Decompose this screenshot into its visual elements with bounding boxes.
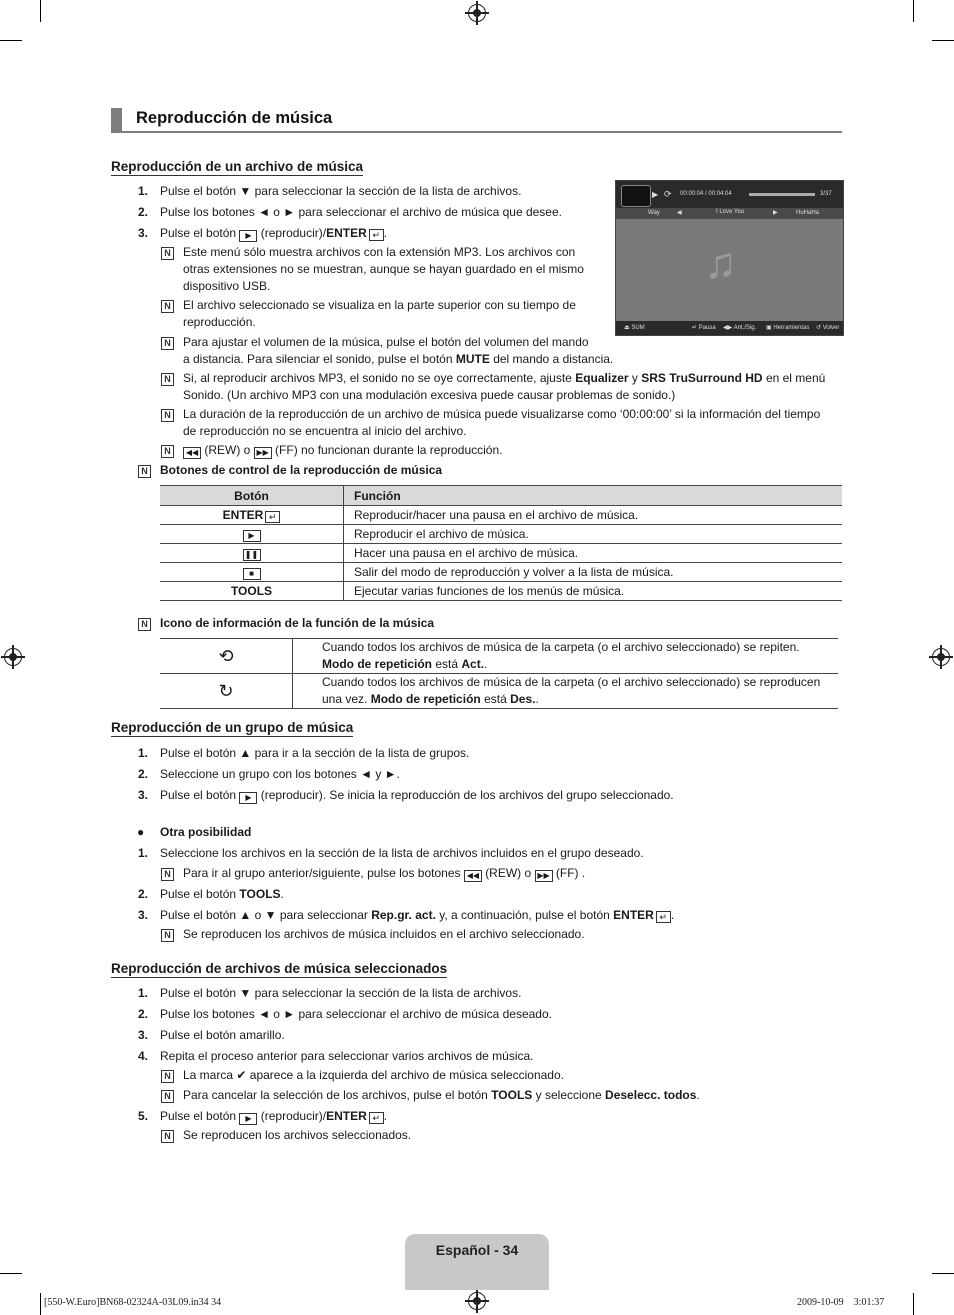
function-cell: Reproducir el archivo de música. — [344, 525, 843, 544]
step-number: 3. — [137, 788, 148, 802]
repeat-all-icon: ⟲ — [160, 639, 293, 674]
function-cell: Reproducir/hacer una pausa en el archivo de música. — [344, 506, 843, 525]
step-number: 1. — [137, 746, 148, 760]
text: La marca — [183, 1068, 234, 1082]
step-text: Pulse el botón amarillo. — [160, 1028, 285, 1042]
pause-button-icon: ❚❚ — [243, 549, 261, 561]
text: aparece a la izquierda del archivo de música seleccionado. — [249, 1068, 564, 1082]
button-cell — [160, 563, 344, 582]
step-number: 3. — [137, 226, 148, 240]
enter-label: ENTER — [613, 908, 654, 922]
album-icon — [621, 185, 651, 207]
step-number: 4. — [137, 1049, 148, 1063]
text: a distancia. Para silenciar el sonido, pulse el botón — [183, 352, 453, 366]
step-number: 1. — [137, 846, 148, 860]
note-icon: N — [161, 247, 174, 260]
step-text: Pulse el botón ▶ (reproducir)/ENTER ↵ . — [160, 1109, 388, 1123]
play-icon: ▶ — [652, 190, 659, 199]
tools-hint: ▣ Herramientas — [766, 325, 810, 331]
note-text: Este menú sólo muestra archivos con la extensión MP3. Los archivos con — [183, 245, 576, 259]
title-rule — [111, 131, 842, 133]
text: Herramientas — [773, 325, 810, 331]
text: Para cancelar la selección de los archivos, pulse el botón — [183, 1088, 488, 1102]
note-icon: N — [138, 465, 151, 478]
step-number: 2. — [137, 1007, 148, 1021]
table-heading: Icono de información de la función de la música — [160, 616, 435, 630]
text: (REW) o — [204, 443, 251, 457]
step-number: 3. — [137, 908, 148, 922]
note-text: Para cancelar la selección de los archivos, pulse el botón TOOLS y seleccione Deselecc. todos. — [183, 1088, 700, 1102]
bold-text: Des. — [510, 692, 536, 706]
description-cell: Cuando todos los archivos de música de la carpeta (o el archivo seleccionado) se reproducen una vez. Modo de repetición está Des.. — [293, 674, 839, 709]
bold-text: Rep.gr. act. — [371, 908, 436, 922]
enter-label: ENTER — [222, 507, 264, 522]
text: Cuando todos los archivos de música de la carpeta (o el archivo seleccionado) se reproducen — [322, 675, 821, 689]
step-text: Pulse el botón ▼ para seleccionar la sección de la lista de archivos. — [160, 184, 522, 198]
note-icon: N — [161, 373, 174, 386]
note-text: Se reproducen los archivos seleccionados. — [183, 1128, 412, 1142]
text: Pulse el botón — [160, 788, 237, 802]
note-text: El archivo seleccionado se visualiza en la parte superior con su tiempo de — [183, 298, 576, 312]
play-button-icon: ▶ — [239, 1113, 257, 1125]
tools-label: TOOLS — [491, 1088, 533, 1102]
text: Pulse el botón — [160, 226, 237, 240]
note-icon: N — [161, 445, 174, 458]
crop-mark — [40, 0, 41, 22]
note-text: Para ajustar el volumen de la música, pulse el botón del volumen del mando — [183, 335, 589, 349]
equalizer-label: Equalizer — [575, 371, 629, 385]
text: Pulse el botón — [160, 887, 237, 901]
text: está — [484, 692, 507, 706]
repeat-once-icon: ↻ — [160, 674, 293, 709]
track-count: 3/37 — [820, 191, 832, 197]
note-text — [183, 1067, 564, 1084]
step-text: Pulse los botones ◄ o ► para seleccionar el archivo de música deseado. — [160, 1007, 552, 1021]
play-button-icon: ▶ — [243, 530, 261, 542]
step-text: Pulse los botones ◄ o ► para seleccionar el archivo de música que desee. — [160, 205, 562, 219]
title-bar-marker — [111, 108, 122, 132]
device-label: ⏏ SUM — [624, 325, 645, 331]
tools-label: TOOLS — [239, 887, 281, 901]
table-row — [160, 582, 842, 601]
step-text: Seleccione los archivos en la sección de la lista de archivos incluidos en el grupo deseado. — [160, 846, 644, 860]
registration-mark-icon — [468, 1292, 486, 1310]
text: está — [435, 657, 459, 671]
step-text: Seleccione un grupo con los botones ◄ y ►. — [160, 767, 400, 781]
note-icon: N — [138, 618, 151, 631]
section-heading: Reproducción de archivos de música seleccionados — [111, 961, 448, 976]
note-text: Se reproducen los archivos de música incluidos en el archivo seleccionado. — [183, 927, 585, 941]
mute-label: MUTE — [455, 352, 490, 366]
enter-icon: ↵ — [656, 911, 671, 923]
enter-icon: ↵ — [265, 511, 280, 523]
text: y — [631, 371, 638, 385]
current-track: I Love You — [716, 209, 745, 215]
table-row — [160, 525, 842, 544]
enter-icon: ↵ — [369, 229, 384, 241]
step-text — [160, 787, 674, 804]
table-row — [160, 639, 838, 674]
text: (FF) . — [555, 866, 586, 880]
note-icon: N — [161, 337, 174, 350]
next-track: HuHaHa — [796, 210, 820, 216]
srs-label: SRS TruSurround HD — [641, 371, 763, 385]
crop-mark — [0, 1273, 22, 1274]
note-icon: N — [161, 1130, 174, 1143]
note-text: otras extensiones no se muestran, aunque se hayan guardado en el mismo — [183, 262, 584, 276]
step-number: 3. — [137, 1028, 148, 1042]
time-readout: 00:00:04 / 00:04:04 — [680, 191, 732, 197]
function-cell: Hacer una pausa en el archivo de música. — [344, 544, 843, 563]
crop-mark — [932, 1273, 954, 1274]
text: (reproducir)/ — [260, 1109, 327, 1123]
function-cell: Ejecutar varias funciones de los menús de música. — [344, 582, 843, 601]
crop-mark — [40, 1293, 41, 1315]
text: y, a continuación, pulse el botón — [439, 908, 610, 922]
left-arrow-icon: ◀ — [677, 210, 682, 216]
table-row — [160, 506, 842, 525]
step-number: 2. — [137, 887, 148, 901]
page-title: Reproducción de música — [136, 109, 333, 127]
enter-icon: ↵ — [369, 1112, 384, 1124]
note-icon: N — [161, 1090, 174, 1103]
enter-label: ENTER — [326, 1109, 367, 1123]
play-button-icon: ▶ — [239, 792, 257, 804]
ff-button-icon: ▶▶ — [254, 447, 272, 459]
text: Cuando todos los archivos de música de la carpeta (o el archivo seleccionado) se repiten. — [322, 640, 800, 654]
column-header: Función — [344, 486, 843, 506]
stop-button-icon: ■ — [243, 568, 261, 580]
text: Pulse el botón ▲ o ▼ para seleccionar — [160, 908, 368, 922]
text: (REW) o — [485, 866, 532, 880]
ff-button-icon: ▶▶ — [535, 870, 553, 882]
crop-mark — [913, 1293, 914, 1315]
text: Pausa — [698, 325, 716, 331]
bold-text: Act. — [461, 657, 485, 671]
rew-button-icon: ◀◀ — [464, 870, 482, 882]
file-info: [550-W.Euro]BN68-02324A-03L09.in34 34 — [44, 1297, 222, 1308]
table-row — [160, 563, 842, 582]
bold-text: Modo de repetición — [322, 657, 433, 671]
bold-text: Deselecc. todos — [605, 1088, 697, 1102]
button-cell — [160, 544, 344, 563]
text: del mando a distancia. — [493, 352, 614, 366]
description-cell: Cuando todos los archivos de música de la carpeta (o el archivo seleccionado) se repiten. Modo de repetición está Act.. — [293, 639, 839, 674]
text: Volver — [822, 325, 840, 331]
registration-mark-icon — [4, 648, 22, 666]
checkmark-icon: ✔ — [236, 1068, 247, 1082]
subheading: Otra posibilidad — [160, 825, 252, 839]
crop-mark — [932, 40, 954, 41]
text: SUM — [631, 325, 645, 331]
bullet-icon: ● — [137, 825, 145, 839]
note-text — [183, 865, 585, 882]
pause-hint: ↵ Pausa — [692, 325, 716, 331]
note-text — [183, 351, 613, 368]
button-cell — [160, 506, 344, 525]
text: Si, al reproducir archivos MP3, el sonido no se oye correctamente, ajuste — [183, 371, 572, 385]
note-text: La duración de la reproducción de un archivo de música puede visualizarse como ‘00:00:00’ si la información del tiempo — [183, 407, 821, 421]
step-number: 5. — [137, 1109, 148, 1123]
back-hint: ↺ Volver — [816, 325, 840, 331]
progress-bar — [749, 193, 815, 196]
step-text: Pulse el botón ▼ para seleccionar la sección de la lista de archivos. — [160, 986, 522, 1000]
note-icon: N — [161, 1070, 174, 1083]
step-text: Pulse el botón TOOLS. — [160, 887, 284, 901]
repeat-icon: ⟳ — [664, 189, 672, 199]
step-number: 2. — [137, 767, 148, 781]
text: (reproducir). Se inicia la reproducción de los archivos del grupo seleccionado. — [260, 788, 674, 802]
prev-track: Way — [648, 210, 660, 216]
step-text: Pulse el botón ▲ o ▼ para seleccionar Rep.gr. act. y, a continuación, pulse el botón ENTER ↵ . — [160, 908, 675, 922]
table-row — [160, 674, 838, 709]
right-arrow-icon: ▶ — [773, 210, 778, 216]
music-player-screenshot — [615, 180, 844, 336]
note-text — [183, 370, 825, 387]
note-text: de reproducción no se encuentra al inicio del archivo. — [183, 424, 467, 438]
note-icon: N — [161, 929, 174, 942]
note-text: Sonido. (Un archivo MP3 con una modulación excesiva puede causar problemas de sonido.) — [183, 388, 676, 402]
section-heading: Reproducción de un archivo de música — [111, 159, 364, 174]
registration-mark-icon — [468, 4, 486, 22]
icon-info-table — [160, 638, 838, 709]
play-button-icon: ▶ — [239, 230, 257, 242]
text: (FF) no funcionan durante la reproducción. — [275, 443, 503, 457]
note-text: dispositivo USB. — [183, 279, 271, 293]
button-cell — [160, 525, 344, 544]
text: una vez. — [322, 692, 368, 706]
note-icon: N — [161, 300, 174, 313]
step-number: 1. — [137, 184, 148, 198]
music-note-icon: ♫ — [704, 239, 737, 288]
note-text — [183, 442, 503, 459]
page-number: Español - 34 — [435, 1242, 519, 1258]
text: Pulse el botón — [160, 1109, 237, 1123]
text: Ant./Sig. — [733, 325, 757, 331]
section-heading: Reproducción de un grupo de música — [111, 720, 354, 735]
text: Para ir al grupo anterior/siguiente, pulse los botones — [183, 866, 461, 880]
tools-label: TOOLS — [160, 582, 344, 601]
table-heading: Botones de control de la reproducción de música — [160, 463, 443, 477]
note-text: reproducción. — [183, 315, 256, 329]
step-text: Pulse el botón ▲ para ir a la sección de la lista de grupos. — [160, 746, 470, 760]
table-row — [160, 544, 842, 563]
text: en el menú — [765, 371, 826, 385]
print-date: 2009-10-09 3:01:37 — [797, 1297, 885, 1308]
text: (reproducir)/ — [260, 226, 327, 240]
bold-text: Modo de repetición — [370, 692, 481, 706]
note-icon: N — [161, 409, 174, 422]
step-number: 2. — [137, 205, 148, 219]
crop-mark — [0, 40, 22, 41]
column-header: Botón — [160, 486, 344, 506]
rew-button-icon: ◀◀ — [183, 447, 201, 459]
control-buttons-table — [160, 485, 842, 601]
prevnext-hint: ◀▶ Ant./Sig. — [723, 325, 757, 331]
text: y seleccione — [535, 1088, 602, 1102]
function-cell: Salir del modo de reproducción y volver a la lista de música. — [344, 563, 843, 582]
registration-mark-icon — [932, 648, 950, 666]
step-text: Pulse el botón ▶ (reproducir)/ENTER ↵ . — [160, 226, 388, 240]
note-icon: N — [161, 868, 174, 881]
crop-mark — [913, 0, 914, 22]
enter-label: ENTER — [326, 226, 367, 240]
step-text: Repita el proceso anterior para seleccionar varios archivos de música. — [160, 1049, 534, 1063]
step-number: 1. — [137, 986, 148, 1000]
